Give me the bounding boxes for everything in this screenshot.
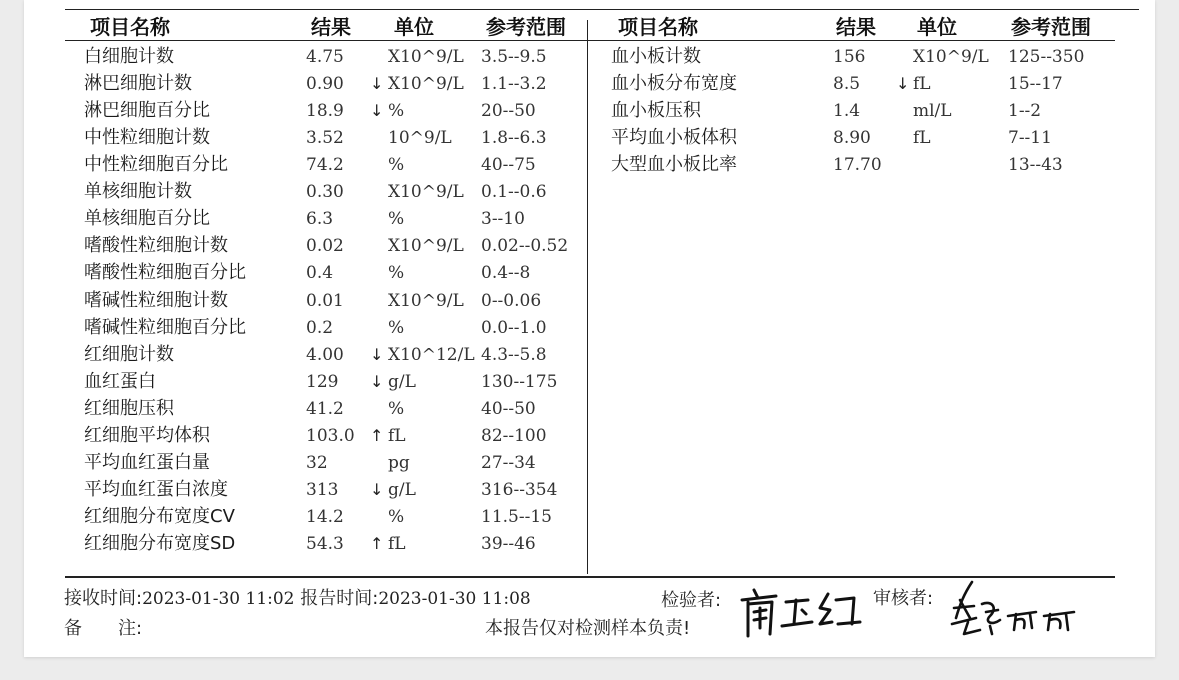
row-result: 0.90 [306,74,344,94]
row-name: 淋巴细胞百分比 [84,100,210,121]
row-name: 血小板压积 [611,100,701,121]
inspector-signature [736,580,866,640]
row-name: 中性粒细胞百分比 [84,154,228,175]
row-range: 20--50 [481,101,536,121]
row-unit: pg [388,453,410,473]
row-range: 0.0--1.0 [481,318,547,338]
row-result: 0.4 [306,263,334,283]
row-result: 1.4 [833,101,861,121]
row-result: 17.70 [833,155,882,175]
row-name: 大型血小板比率 [611,154,737,175]
row-result: 0.2 [306,318,334,338]
row-range: 11.5--15 [481,507,552,527]
row-unit: % [388,507,405,527]
left-header-result: 结果 [311,15,351,39]
row-unit: X10^9/L [913,47,989,67]
row-result: 8.5 [833,74,861,94]
result-flag-arrow: ↓ [896,74,910,93]
row-name: 红细胞计数 [84,344,174,365]
report-time-label: 报告时间: [300,588,379,609]
report-time-value: 2023-01-30 11:08 [378,589,531,609]
row-range: 0.4--8 [481,263,531,283]
row-result: 313 [306,480,339,500]
header-top-rule [65,9,1139,10]
result-flag-arrow: ↓ [370,74,384,93]
row-range: 0.02--0.52 [481,236,569,256]
row-name: 单核细胞百分比 [84,208,210,229]
row-name: 红细胞分布宽度SD [84,533,236,554]
row-name: 平均血红蛋白浓度 [84,479,228,500]
header-bottom-rule [65,40,1115,41]
row-range: 4.3--5.8 [481,345,547,365]
row-range: 13--43 [1008,155,1063,175]
row-range: 1.1--3.2 [481,74,547,94]
result-flag-arrow: ↑ [370,534,384,553]
row-name: 嗜碱性粒细胞计数 [84,290,228,311]
row-name: 单核细胞计数 [84,181,192,202]
row-range: 15--17 [1008,74,1063,94]
row-unit: g/L [388,372,416,392]
left-header-unit: 单位 [394,15,434,39]
remark-label: 备 注: [64,618,143,639]
row-name: 红细胞分布宽度CV [84,506,235,527]
row-name: 嗜酸性粒细胞百分比 [84,262,246,283]
row-unit: X10^12/L [388,345,475,365]
row-range: 3.5--9.5 [481,47,547,67]
row-name: 血小板计数 [611,46,701,67]
result-flag-arrow: ↑ [370,426,384,445]
row-name: 白细胞计数 [84,46,174,67]
reviewer-label: 审核者: [873,588,934,609]
row-range: 1--2 [1008,101,1042,121]
reviewer-signature [946,578,1086,640]
result-flag-arrow: ↓ [370,372,384,391]
row-result: 74.2 [306,155,344,175]
row-unit: fL [388,534,406,554]
row-name: 红细胞压积 [84,398,174,419]
row-result: 3.52 [306,128,344,148]
row-result: 4.75 [306,47,344,67]
receive-time-line [64,588,531,610]
row-unit: g/L [388,480,416,500]
receive-time-value: 2023-01-30 11:02 [142,589,295,609]
row-unit: 10^9/L [388,128,452,148]
result-flag-arrow: ↓ [370,101,384,120]
row-unit: X10^9/L [388,74,464,94]
row-name: 淋巴细胞计数 [84,73,192,94]
row-unit: ml/L [913,101,952,121]
right-header-result: 结果 [836,15,876,39]
row-unit: % [388,101,405,121]
row-result: 0.01 [306,291,344,311]
row-range: 0--0.06 [481,291,542,311]
row-unit: X10^9/L [388,236,464,256]
row-result: 4.00 [306,345,344,365]
row-result: 129 [306,372,339,392]
row-unit: % [388,155,405,175]
row-unit: X10^9/L [388,47,464,67]
row-result: 103.0 [306,426,355,446]
row-name: 平均血红蛋白量 [84,452,210,473]
row-result: 156 [833,47,866,67]
row-range: 3--10 [481,209,525,229]
row-unit: X10^9/L [388,182,464,202]
row-range: 40--50 [481,399,536,419]
row-unit: % [388,263,405,283]
row-result: 0.02 [306,236,344,256]
row-name: 平均血小板体积 [611,127,737,148]
row-result: 41.2 [306,399,344,419]
left-header-name: 项目名称 [90,15,170,39]
row-range: 1.8--6.3 [481,128,547,148]
row-unit: % [388,318,405,338]
row-name: 嗜碱性粒细胞百分比 [84,317,246,338]
row-unit: % [388,399,405,419]
row-result: 0.30 [306,182,344,202]
row-range: 130--175 [481,372,558,392]
right-header-name: 项目名称 [618,15,698,39]
result-flag-arrow: ↓ [370,480,384,499]
row-result: 54.3 [306,534,344,554]
row-name: 嗜酸性粒细胞计数 [84,235,228,256]
row-name: 红细胞平均体积 [84,425,210,446]
row-result: 32 [306,453,328,473]
row-result: 6.3 [306,209,334,229]
column-divider [587,20,588,574]
row-range: 39--46 [481,534,536,554]
row-name: 血小板分布宽度 [611,73,737,94]
row-result: 8.90 [833,128,871,148]
row-name: 中性粒细胞计数 [84,127,210,148]
right-header-unit: 单位 [917,15,957,39]
inspector-label: 检验者: [661,590,722,611]
right-header-range: 参考范围 [1011,15,1091,39]
row-range: 316--354 [481,480,558,500]
row-range: 125--350 [1008,47,1085,67]
row-range: 40--75 [481,155,536,175]
row-result: 14.2 [306,507,344,527]
row-result: 18.9 [306,101,344,121]
lab-report-page [24,0,1155,657]
row-unit: X10^9/L [388,291,464,311]
left-header-range: 参考范围 [486,15,566,39]
row-unit: fL [913,128,931,148]
row-unit: fL [913,74,931,94]
row-range: 82--100 [481,426,547,446]
disclaimer-text: 本报告仅对检测样本负责! [485,618,691,639]
row-name: 血红蛋白 [84,371,156,392]
row-range: 0.1--0.6 [481,182,547,202]
row-unit: fL [388,426,406,446]
receive-time-label: 接收时间: [64,588,143,609]
result-flag-arrow: ↓ [370,345,384,364]
row-range: 27--34 [481,453,536,473]
row-unit: % [388,209,405,229]
row-range: 7--11 [1008,128,1052,148]
